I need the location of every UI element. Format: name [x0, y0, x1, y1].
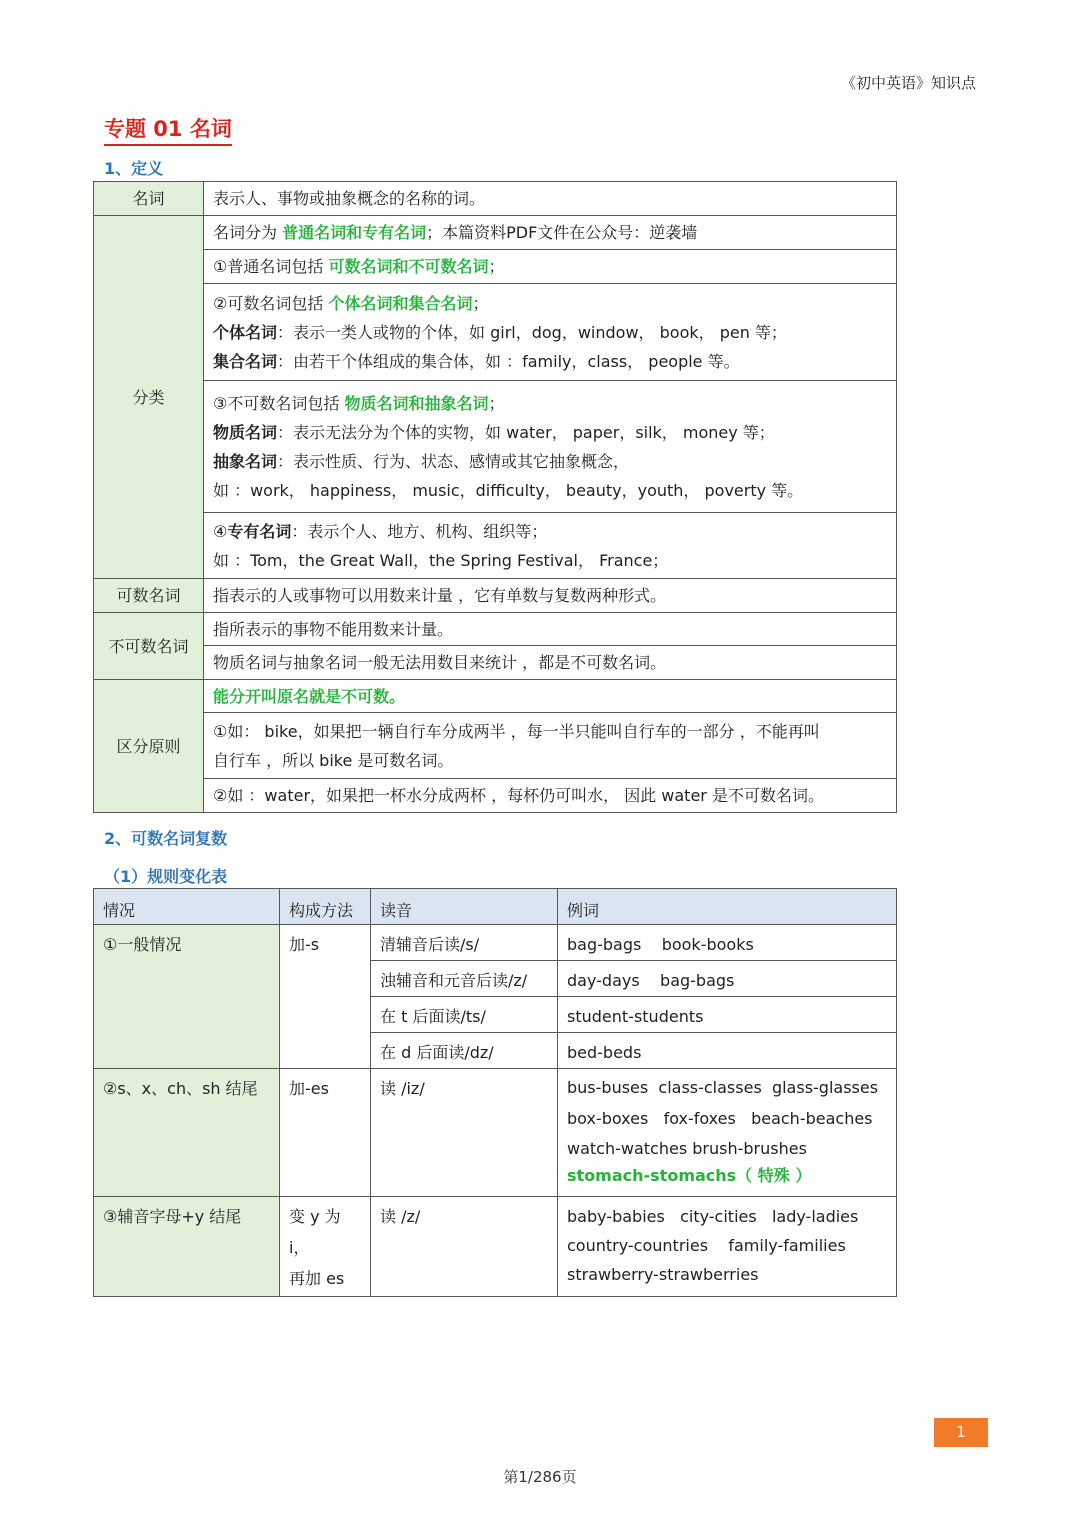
pronunciation-cell: 读 /z/ [371, 1197, 558, 1297]
example-cell: bag-bags book-books [558, 925, 897, 961]
plural-rules-table [93, 888, 897, 1297]
uncountable-definition: 物质名词与抽象名词一般无法用数目来统计 ，都是不可数名词。 [204, 646, 897, 680]
method-general: 加-s [280, 925, 371, 1069]
example-cell: bus-buses class-classes glass-glasses box-boxes fox-foxes beach-beaches watch-watches brush-brushes stomach-stomachs（ 特殊 ） [558, 1069, 897, 1197]
page-footer: 第1/286页 [503, 1468, 577, 1486]
example-cell: day-days bag-bags [558, 961, 897, 997]
page-number-badge: 1 [934, 1418, 988, 1447]
classification-row: ③不可数名词包括 物质名词和抽象名词； 物质名词：表示无法分为个体的实物，如 water， paper，silk， money 等； 抽象名词：表示性质、行为、状态、感情或其它抽象概念， 如 ：work， happiness， music，difficulty， beauty，youth， poverty 等。 [204, 381, 897, 513]
pronunciation-cell: 清辅音后读/s/ [371, 925, 558, 961]
distinction-label: 区分原则 [94, 680, 204, 813]
case-sibilant: ②s、x、ch、sh 结尾 [94, 1069, 280, 1197]
pronunciation-cell: 读 /iz/ [371, 1069, 558, 1197]
method-consonant-y: 变 y 为 i， 再加 es [280, 1197, 371, 1297]
section-heading-definition: 1、定义 [104, 159, 164, 178]
example-cell: student-students [558, 997, 897, 1033]
pronunciation-cell: 在 d 后面读/dz/ [371, 1033, 558, 1069]
definition-table [93, 181, 897, 813]
pronunciation-cell: 在 t 后面读/ts/ [371, 997, 558, 1033]
header-method: 构成方法 [280, 889, 371, 925]
section-heading-plural: 2、可数名词复数 [104, 829, 228, 848]
case-general: ①一般情况 [94, 925, 280, 1069]
page-title: 专题 01 名词 [104, 113, 232, 146]
subsection-heading-rules: （1）规则变化表 [104, 867, 228, 886]
distinction-example: ②如 ：water，如果把一杯水分成两杯 ，每杯仍可叫水， 因此 water 是不可数名词。 [204, 779, 897, 813]
header-example: 例词 [558, 889, 897, 925]
classification-label: 分类 [94, 216, 204, 579]
distinction-example: ①如： bike，如果把一辆自行车分成两半 ，每一半只能叫自行车的一部分 ，不能再叫 自行车 ，所以 bike 是可数名词。 [204, 713, 897, 779]
method-sibilant: 加-es [280, 1069, 371, 1197]
classification-row: ①普通名词包括 可数名词和不可数名词； [204, 250, 897, 284]
noun-label: 名词 [94, 182, 204, 216]
countable-definition: 指表示的人或事物可以用数来计量 ，它有单数与复数两种形式。 [204, 579, 897, 613]
uncountable-label: 不可数名词 [94, 613, 204, 680]
example-cell: bed-beds [558, 1033, 897, 1069]
example-cell: baby-babies city-cities lady-ladies country-countries family-families strawberry-strawberries [558, 1197, 897, 1297]
distinction-rule: 能分开叫原名就是不可数。 [204, 680, 897, 713]
header-pronunciation: 读音 [371, 889, 558, 925]
classification-row: 名词分为 普通名词和专有名词；本篇资料PDF文件在公众号：逆袭墙 [204, 216, 897, 250]
pronunciation-cell: 浊辅音和元音后读/z/ [371, 961, 558, 997]
classification-row: ②可数名词包括 个体名词和集合名词； 个体名词：表示一类人或物的个体，如 girl，dog，window， book， pen 等； 集合名词：由若干个体组成的集合体，如 ：family，class， people 等。 [204, 284, 897, 381]
case-consonant-y: ③辅音字母+y 结尾 [94, 1197, 280, 1297]
book-title: 《初中英语》知识点 [840, 74, 976, 92]
classification-row: ④专有名词：表示个人、地方、机构、组织等； 如 ：Tom，the Great Wall，the Spring Festival， France； [204, 513, 897, 579]
countable-label: 可数名词 [94, 579, 204, 613]
header-case: 情况 [94, 889, 280, 925]
noun-definition: 表示人、事物或抽象概念的名称的词。 [204, 182, 897, 216]
uncountable-definition: 指所表示的事物不能用数来计量。 [204, 613, 897, 646]
